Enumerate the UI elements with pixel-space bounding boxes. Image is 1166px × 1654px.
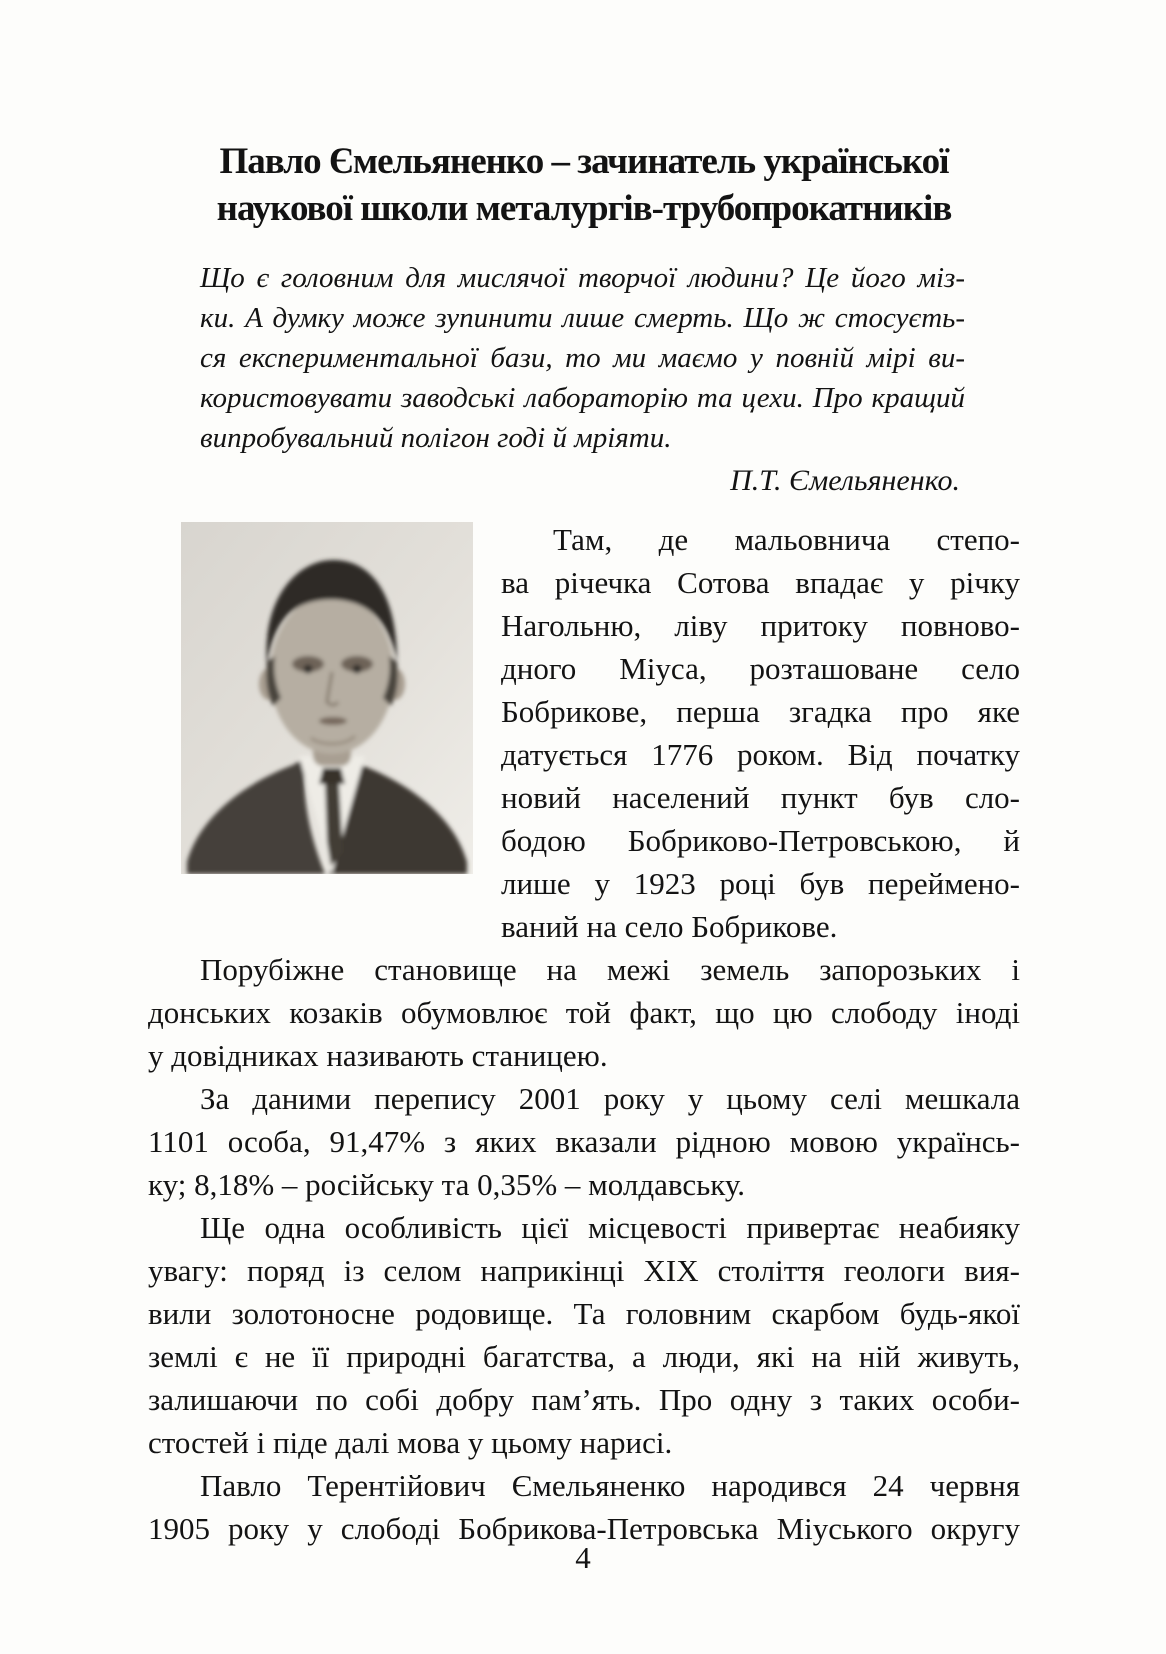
paragraph (148, 1464, 1020, 1550)
paragraph-line: 1101 особа, 91,47% з яких вказали рідною мовою українсь- (148, 1124, 1020, 1159)
intro-line: Там, де мальовнича степо- (553, 522, 1020, 557)
page-title-line-2: наукової школи металургів-трубопрокатників (216, 188, 952, 229)
paragraph-line: вили золотоносне родовище. Та головним скарбом будь-якої (148, 1296, 1020, 1331)
portrait-illustration (181, 522, 473, 874)
epigraph (200, 258, 965, 458)
paragraph-line: Павло Терентійович Ємельяненко народився 24 червня (200, 1468, 1020, 1503)
paragraph-line: Ще одна особливість цієї місцевості привертає неабияку (200, 1210, 1020, 1245)
intro-line: ва річечка Сотова впадає у річку (501, 565, 1020, 600)
epigraph-line: Що є головним для мислячої творчої людини? Це його міз- (200, 262, 965, 294)
intro-section (148, 518, 1020, 948)
page-title (148, 138, 1020, 232)
portrait-photo (181, 522, 473, 874)
intro-line: Бобрикове, перша згадка про яке (501, 694, 1020, 729)
intro-line: дного Міуса, розташоване село (501, 651, 1020, 686)
paragraph-line: донських козаків обумовлює той факт, що цю слободу іноді (148, 995, 1020, 1030)
paragraph-line: залишаючи по собі добру пам’ять. Про одну з таких особи- (148, 1382, 1020, 1417)
epigraph-line: ки. А думку може зупинити лише смерть. Що ж стосуєть- (200, 302, 965, 334)
epigraph-attribution: П.Т. Ємельяненко. (730, 464, 960, 497)
paragraph (148, 948, 1020, 1077)
paragraph (148, 1206, 1020, 1464)
page-number: 4 (575, 1540, 591, 1575)
page-title-line-1: Павло Ємельяненко – зачинатель української (219, 141, 949, 182)
paragraph-line: у довідниках називають станицею. (148, 1038, 608, 1073)
intro-line: ваний на село Бобрикове. (501, 909, 838, 944)
paragraph-line: 1905 року у слободі Бобрикова-Петровська Міуського округу (148, 1511, 1020, 1546)
intro-paragraph (501, 518, 1020, 948)
paragraph-line: стостей і піде далі мова у цьому нарисі. (148, 1425, 673, 1460)
paragraph (148, 1077, 1020, 1206)
paragraph-line: увагу: поряд із селом наприкінці XIX століття геологи вия- (148, 1253, 1020, 1288)
paragraph-line: землі є не її природні багатства, а люди, які на ній живуть, (148, 1339, 1020, 1374)
epigraph-line: користовувати заводські лабораторію та цехи. Про кращий (200, 382, 965, 414)
paragraph-line: За даними перепису 2001 року у цьому селі мешкала (200, 1081, 1020, 1116)
intro-line: датується 1776 роком. Від початку (501, 737, 1020, 772)
intro-line: новий населений пункт був сло- (501, 780, 1020, 815)
epigraph-line: випробувальний полігон годі й мріяти. (200, 422, 672, 454)
body-text (148, 948, 1020, 1550)
epigraph-line: ся експериментальної бази, то ми маємо у повній мірі ви- (200, 342, 965, 374)
intro-line: бодою Бобриково-Петровською, й (501, 823, 1020, 858)
paragraph-line: ку; 8,18% – російську та 0,35% – молдавську. (148, 1167, 745, 1202)
intro-line: лише у 1923 році був переймено- (501, 866, 1020, 901)
paragraph-line: Порубіжне становище на межі земель запорозьких і (200, 952, 1020, 987)
intro-line: Нагольню, ліву притоку повново- (501, 608, 1020, 643)
